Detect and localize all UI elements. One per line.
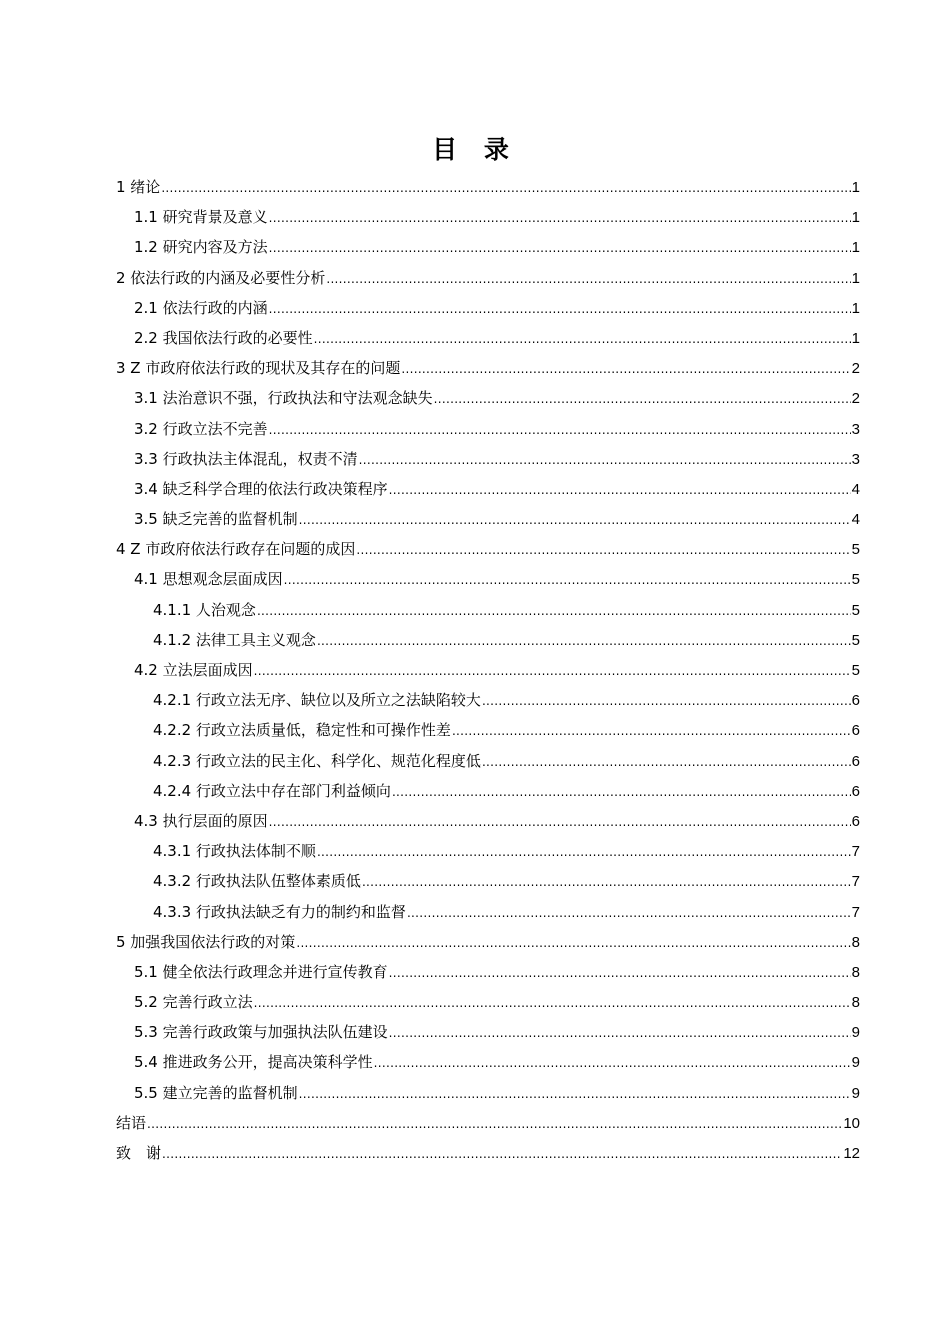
toc-entry[interactable] [116, 263, 860, 293]
dot-leader [326, 264, 850, 294]
toc-page-number: 8 [851, 963, 860, 981]
toc-page-number: 3 [851, 450, 860, 468]
toc-entry[interactable] [116, 534, 860, 564]
dot-leader [284, 565, 851, 595]
toc-entry-title: 4 Z 市政府依法行政存在问题的成因 [116, 540, 356, 559]
toc-page-number: 7 [851, 843, 860, 861]
toc-entry[interactable] [116, 1047, 860, 1077]
toc-page-number: 1 [851, 329, 860, 347]
toc-entry-title: 5.2 完善行政立法 [134, 993, 253, 1012]
toc-entry-title: 致 谢 [116, 1144, 162, 1162]
dot-leader [269, 203, 851, 233]
toc-entry[interactable] [116, 957, 860, 987]
toc-entry[interactable] [116, 353, 860, 383]
toc-entry-title: 4.2.4 行政立法中存在部门利益倾向 [153, 781, 391, 800]
toc-page-number: 6 [851, 692, 860, 710]
toc-entry-title: 4.1 思想观念层面成因 [134, 570, 283, 589]
dot-leader [314, 324, 851, 354]
table-of-contents [116, 172, 860, 1168]
toc-page-number: 9 [851, 1024, 860, 1042]
toc-entry-title: 4.2.3 行政立法的民主化、科学化、规范化程度低 [153, 751, 481, 770]
toc-entry[interactable] [116, 293, 860, 323]
toc-entry-title: 4.3.2 行政执法队伍整体素质低 [153, 872, 361, 891]
toc-page-number: 12 [843, 1145, 860, 1162]
dot-leader [269, 415, 851, 445]
dot-leader [162, 1139, 842, 1169]
dot-leader [389, 958, 851, 988]
toc-entry[interactable] [116, 1108, 860, 1138]
toc-entry-title: 1.1 研究背景及意义 [134, 208, 268, 227]
dot-leader [296, 928, 850, 958]
toc-entry[interactable] [116, 1017, 860, 1047]
toc-page-number: 5 [851, 541, 860, 559]
toc-page-number: 1 [851, 269, 860, 287]
dot-leader [392, 777, 851, 807]
toc-entry-title: 3.3 行政执法主体混乱，权责不清 [134, 449, 358, 468]
toc-entry-title: 5.5 建立完善的监督机制 [134, 1083, 298, 1102]
toc-page-number: 1 [851, 239, 860, 257]
toc-entry-title: 3.4 缺乏科学合理的依法行政决策程序 [134, 479, 388, 498]
toc-entry-title: 4.2.2 行政立法质量低，稳定性和可操作性差 [153, 721, 451, 740]
toc-entry-title: 4.2 立法层面成因 [134, 661, 253, 679]
toc-entry-title: 2 依法行政的内涵及必要性分析 [116, 268, 326, 287]
toc-entry[interactable] [116, 836, 860, 866]
toc-entry[interactable] [116, 1078, 860, 1108]
dot-leader [317, 626, 851, 656]
toc-page-number: 5 [851, 571, 860, 589]
toc-page-number: 7 [851, 903, 860, 921]
dot-leader [254, 656, 851, 686]
toc-entry[interactable] [116, 987, 860, 1017]
toc-entry[interactable] [116, 776, 860, 806]
toc-entry[interactable] [116, 685, 860, 715]
toc-entry-title: 3.2 行政立法不完善 [134, 419, 268, 438]
dot-leader [482, 747, 851, 777]
toc-entry-title: 1 绪论 [116, 178, 161, 196]
dot-leader [257, 596, 851, 626]
dot-leader [362, 867, 851, 897]
dot-leader [147, 1109, 842, 1139]
toc-entry[interactable] [116, 1138, 860, 1168]
toc-entry-title: 4.1.1 人治观念 [153, 600, 256, 619]
toc-page-number: 9 [851, 1054, 860, 1072]
toc-entry[interactable] [116, 927, 860, 957]
toc-entry-title: 5.1 健全依法行政理念并进行宣传教育 [134, 962, 388, 981]
toc-page-number: 3 [851, 420, 860, 438]
toc-entry[interactable] [116, 444, 860, 474]
toc-entry-title: 2.1 依法行政的内涵 [134, 298, 268, 317]
dot-leader [299, 505, 851, 535]
toc-page-number: 2 [851, 360, 860, 378]
toc-page-number: 8 [851, 994, 860, 1012]
dot-leader [374, 1048, 851, 1078]
dot-leader [269, 807, 851, 837]
dot-leader [389, 1018, 851, 1048]
dot-leader [407, 898, 851, 928]
toc-entry[interactable] [116, 806, 860, 836]
toc-page-number: 9 [851, 1084, 860, 1102]
toc-entry-title: 4.3 执行层面的原因 [134, 811, 268, 830]
toc-entry[interactable] [116, 383, 860, 413]
toc-entry-title: 1.2 研究内容及方法 [134, 238, 268, 257]
toc-entry-title: 3.5 缺乏完善的监督机制 [134, 510, 298, 529]
toc-entry-title: 2.2 我国依法行政的必要性 [134, 328, 313, 347]
dot-leader [359, 445, 851, 475]
toc-entry[interactable] [116, 232, 860, 262]
toc-title: 目 录 [432, 135, 518, 164]
toc-entry[interactable] [116, 625, 860, 655]
toc-entry[interactable] [116, 564, 860, 594]
dot-leader [299, 1079, 851, 1109]
toc-entry[interactable] [116, 202, 860, 232]
toc-entry[interactable] [116, 746, 860, 776]
toc-entry[interactable] [116, 866, 860, 896]
toc-entry-title: 3 Z 市政府依法行政的现状及其存在的问题 [116, 359, 401, 378]
toc-entry-title: 3.1 法治意识不强，行政执法和守法观念缺失 [134, 389, 433, 408]
toc-entry[interactable] [116, 655, 860, 685]
dot-leader [452, 716, 851, 746]
toc-page-number: 1 [851, 209, 860, 227]
toc-page-number: 1 [851, 299, 860, 317]
toc-entry[interactable] [116, 504, 860, 534]
toc-page-number: 2 [851, 390, 860, 408]
toc-entry-title: 4.3.3 行政执法缺乏有力的制约和监督 [153, 902, 406, 921]
dot-leader [482, 686, 851, 716]
toc-entry-title: 4.2.1 行政立法无序、缺位以及所立之法缺陷较大 [153, 691, 481, 710]
toc-entry[interactable] [116, 595, 860, 625]
toc-entry[interactable] [116, 414, 860, 444]
toc-entry-title: 4.1.2 法律工具主义观念 [153, 630, 316, 649]
toc-entry-title: 结语 [116, 1113, 147, 1132]
dot-leader [269, 233, 851, 263]
dot-leader [389, 475, 851, 505]
toc-page-number: 7 [851, 873, 860, 891]
toc-page-number: 5 [851, 601, 860, 619]
toc-entry[interactable] [116, 715, 860, 745]
dot-leader [269, 294, 851, 324]
dot-leader [434, 384, 851, 414]
toc-page-number: 5 [851, 631, 860, 649]
dot-leader [317, 837, 851, 867]
toc-page-number: 8 [851, 933, 860, 951]
toc-page-number: 1 [851, 179, 860, 196]
toc-entry[interactable] [116, 172, 860, 202]
toc-entry-title: 5.3 完善行政政策与加强执法队伍建设 [134, 1023, 388, 1042]
dot-leader [401, 354, 850, 384]
toc-page-number: 6 [851, 812, 860, 830]
toc-entry[interactable] [116, 897, 860, 927]
toc-entry[interactable] [116, 323, 860, 353]
toc-page-number: 6 [851, 722, 860, 740]
toc-page-number: 4 [851, 480, 860, 498]
toc-page-number: 4 [851, 511, 860, 529]
toc-entry-title: 5 加强我国依法行政的对策 [116, 932, 296, 951]
toc-entry[interactable] [116, 474, 860, 504]
toc-page-number: 6 [851, 752, 860, 770]
toc-entry-title: 5.4 推进政务公开，提高决策科学性 [134, 1053, 373, 1072]
dot-leader [254, 988, 851, 1018]
toc-page-number: 5 [851, 662, 860, 679]
toc-page-number: 10 [843, 1114, 860, 1132]
toc-page-number: 6 [851, 782, 860, 800]
toc-entry-title: 4.3.1 行政执法体制不顺 [153, 842, 316, 861]
dot-leader [161, 173, 850, 203]
dot-leader [356, 535, 850, 565]
